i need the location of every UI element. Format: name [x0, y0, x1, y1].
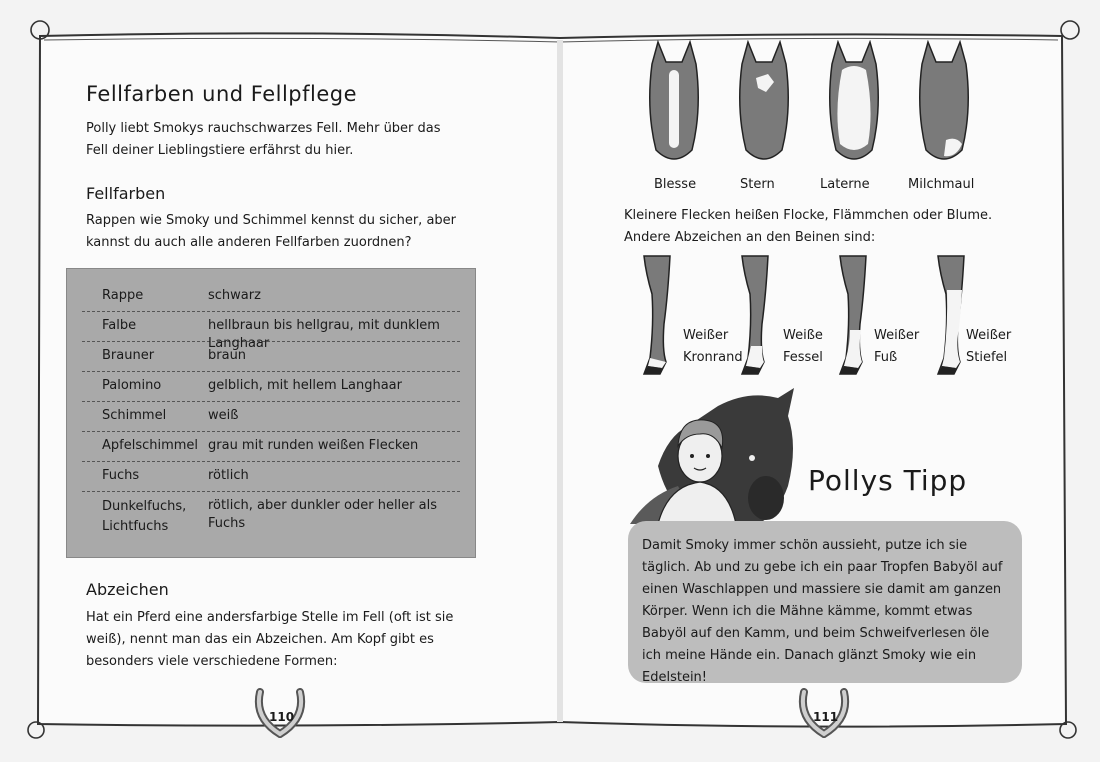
- color-desc: schwarz: [208, 288, 261, 303]
- intro-text: Polly liebt Smokys rauchschwarzes Fell. Mehr über das Fell deiner Lieblingstiere erfährst du hier.: [86, 121, 441, 158]
- leg-label-fessel-1: Weiße: [783, 328, 823, 343]
- leg-fuss: [840, 256, 866, 374]
- color-name: Apfelschimmel: [102, 438, 199, 453]
- frame-curl-icon: [1060, 722, 1076, 738]
- polly-and-smoky-illustration: [628, 386, 808, 528]
- small-markings-text: Kleinere Flecken heißen Flocke, Flämmchen oder Blume.: [624, 208, 993, 223]
- leg-label-kronrand-2: Kronrand: [683, 350, 743, 365]
- marking-label-stern: Stern: [740, 177, 775, 192]
- color-name: Fuchs: [102, 468, 140, 483]
- section-text-abzeichen: Hat ein Pferd eine andersfarbige Stelle im Fell (oft ist sie weiß), nennt man das ein Abzeichen. Am Kopf gibt es besonders viele verschiedene Formen:: [86, 610, 454, 669]
- table-row: [82, 287, 460, 312]
- color-name: Falbe: [102, 318, 137, 333]
- frame-curl-icon: [28, 722, 44, 738]
- frame-curl-icon: [1061, 21, 1079, 39]
- color-desc: braun: [208, 348, 247, 363]
- section-heading-fellfarben: Fellfarben: [86, 184, 166, 203]
- color-desc: hellbraun bis hellgrau, mit dunklem Langhaar: [208, 318, 440, 351]
- leg-fessel: [742, 256, 768, 374]
- marking-label-milchmaul: Milchmaul: [908, 177, 975, 192]
- marking-label-laterne: Laterne: [820, 177, 870, 192]
- horse-head-stern: [740, 42, 789, 159]
- section-heading-abzeichen: Abzeichen: [86, 580, 169, 599]
- leg-markings-intro: Andere Abzeichen an den Beinen sind:: [624, 230, 876, 245]
- color-desc: grau mit runden weißen Flecken: [208, 438, 419, 453]
- leg-label-kronrand-1: Weißer: [683, 328, 729, 343]
- tip-title: Pollys Tipp: [808, 464, 968, 497]
- color-name: Brauner: [102, 348, 155, 363]
- leg-label-stiefel-1: Weißer: [966, 328, 1012, 343]
- section-text-fellfarben: Rappen wie Smoky und Schimmel kennst du sicher, aber kannst du auch alle anderen Fellfarben zuordnen?: [86, 213, 457, 250]
- leg-kronrand: [644, 256, 670, 374]
- color-desc: weiß: [208, 408, 239, 423]
- leg-label-fuss-2: Fuß: [874, 350, 898, 365]
- page-number-right: 111: [813, 710, 839, 724]
- table-row: [82, 437, 460, 462]
- color-desc: gelblich, mit hellem Langhaar: [208, 378, 402, 393]
- page-title: Fellfarben und Fellpflege: [86, 82, 358, 106]
- leg-label-fessel-2: Fessel: [783, 350, 823, 365]
- table-row: [82, 467, 460, 492]
- table-row: [82, 407, 460, 432]
- leg-label-fuss-1: Weißer: [874, 328, 920, 343]
- table-row: [82, 317, 460, 351]
- horse-head-laterne: [830, 42, 879, 159]
- coat-colors-table: [66, 268, 476, 558]
- table-row: [82, 497, 460, 541]
- tip-text: Damit Smoky immer schön aussieht, putze ich sie täglich. Ab und zu gebe ich ein paar Tropfen Babyöl auf einen Waschlappen und massiere sie damit am ganzen Körper. Wenn ich die Mähne kämme, kommt etwas Babyöl auf den Kamm, und beim Schweifverlesen öle ich meine Hände ein. Danach glänzt Smoky wie ein Edelstein!: [642, 538, 1003, 685]
- color-name: Dunkelfuchs, Lichtfuchs: [102, 499, 187, 534]
- horse-head-milchmaul: [920, 42, 969, 159]
- color-desc: rötlich, aber dunkler oder heller als Fuchs: [208, 498, 437, 531]
- marking-label-blesse: Blesse: [654, 177, 697, 192]
- leg-stiefel: [938, 256, 964, 374]
- table-row: [82, 377, 460, 402]
- leg-label-stiefel-2: Stiefel: [966, 350, 1008, 365]
- color-name: Rappe: [102, 288, 144, 303]
- color-desc: rötlich: [208, 468, 249, 483]
- horse-head-blesse: [650, 42, 699, 159]
- page-number-left: 110: [269, 710, 295, 724]
- head-markings-illustration: [640, 40, 980, 170]
- color-name: Schimmel: [102, 408, 167, 423]
- table-row: [82, 347, 460, 372]
- color-name: Palomino: [102, 378, 162, 393]
